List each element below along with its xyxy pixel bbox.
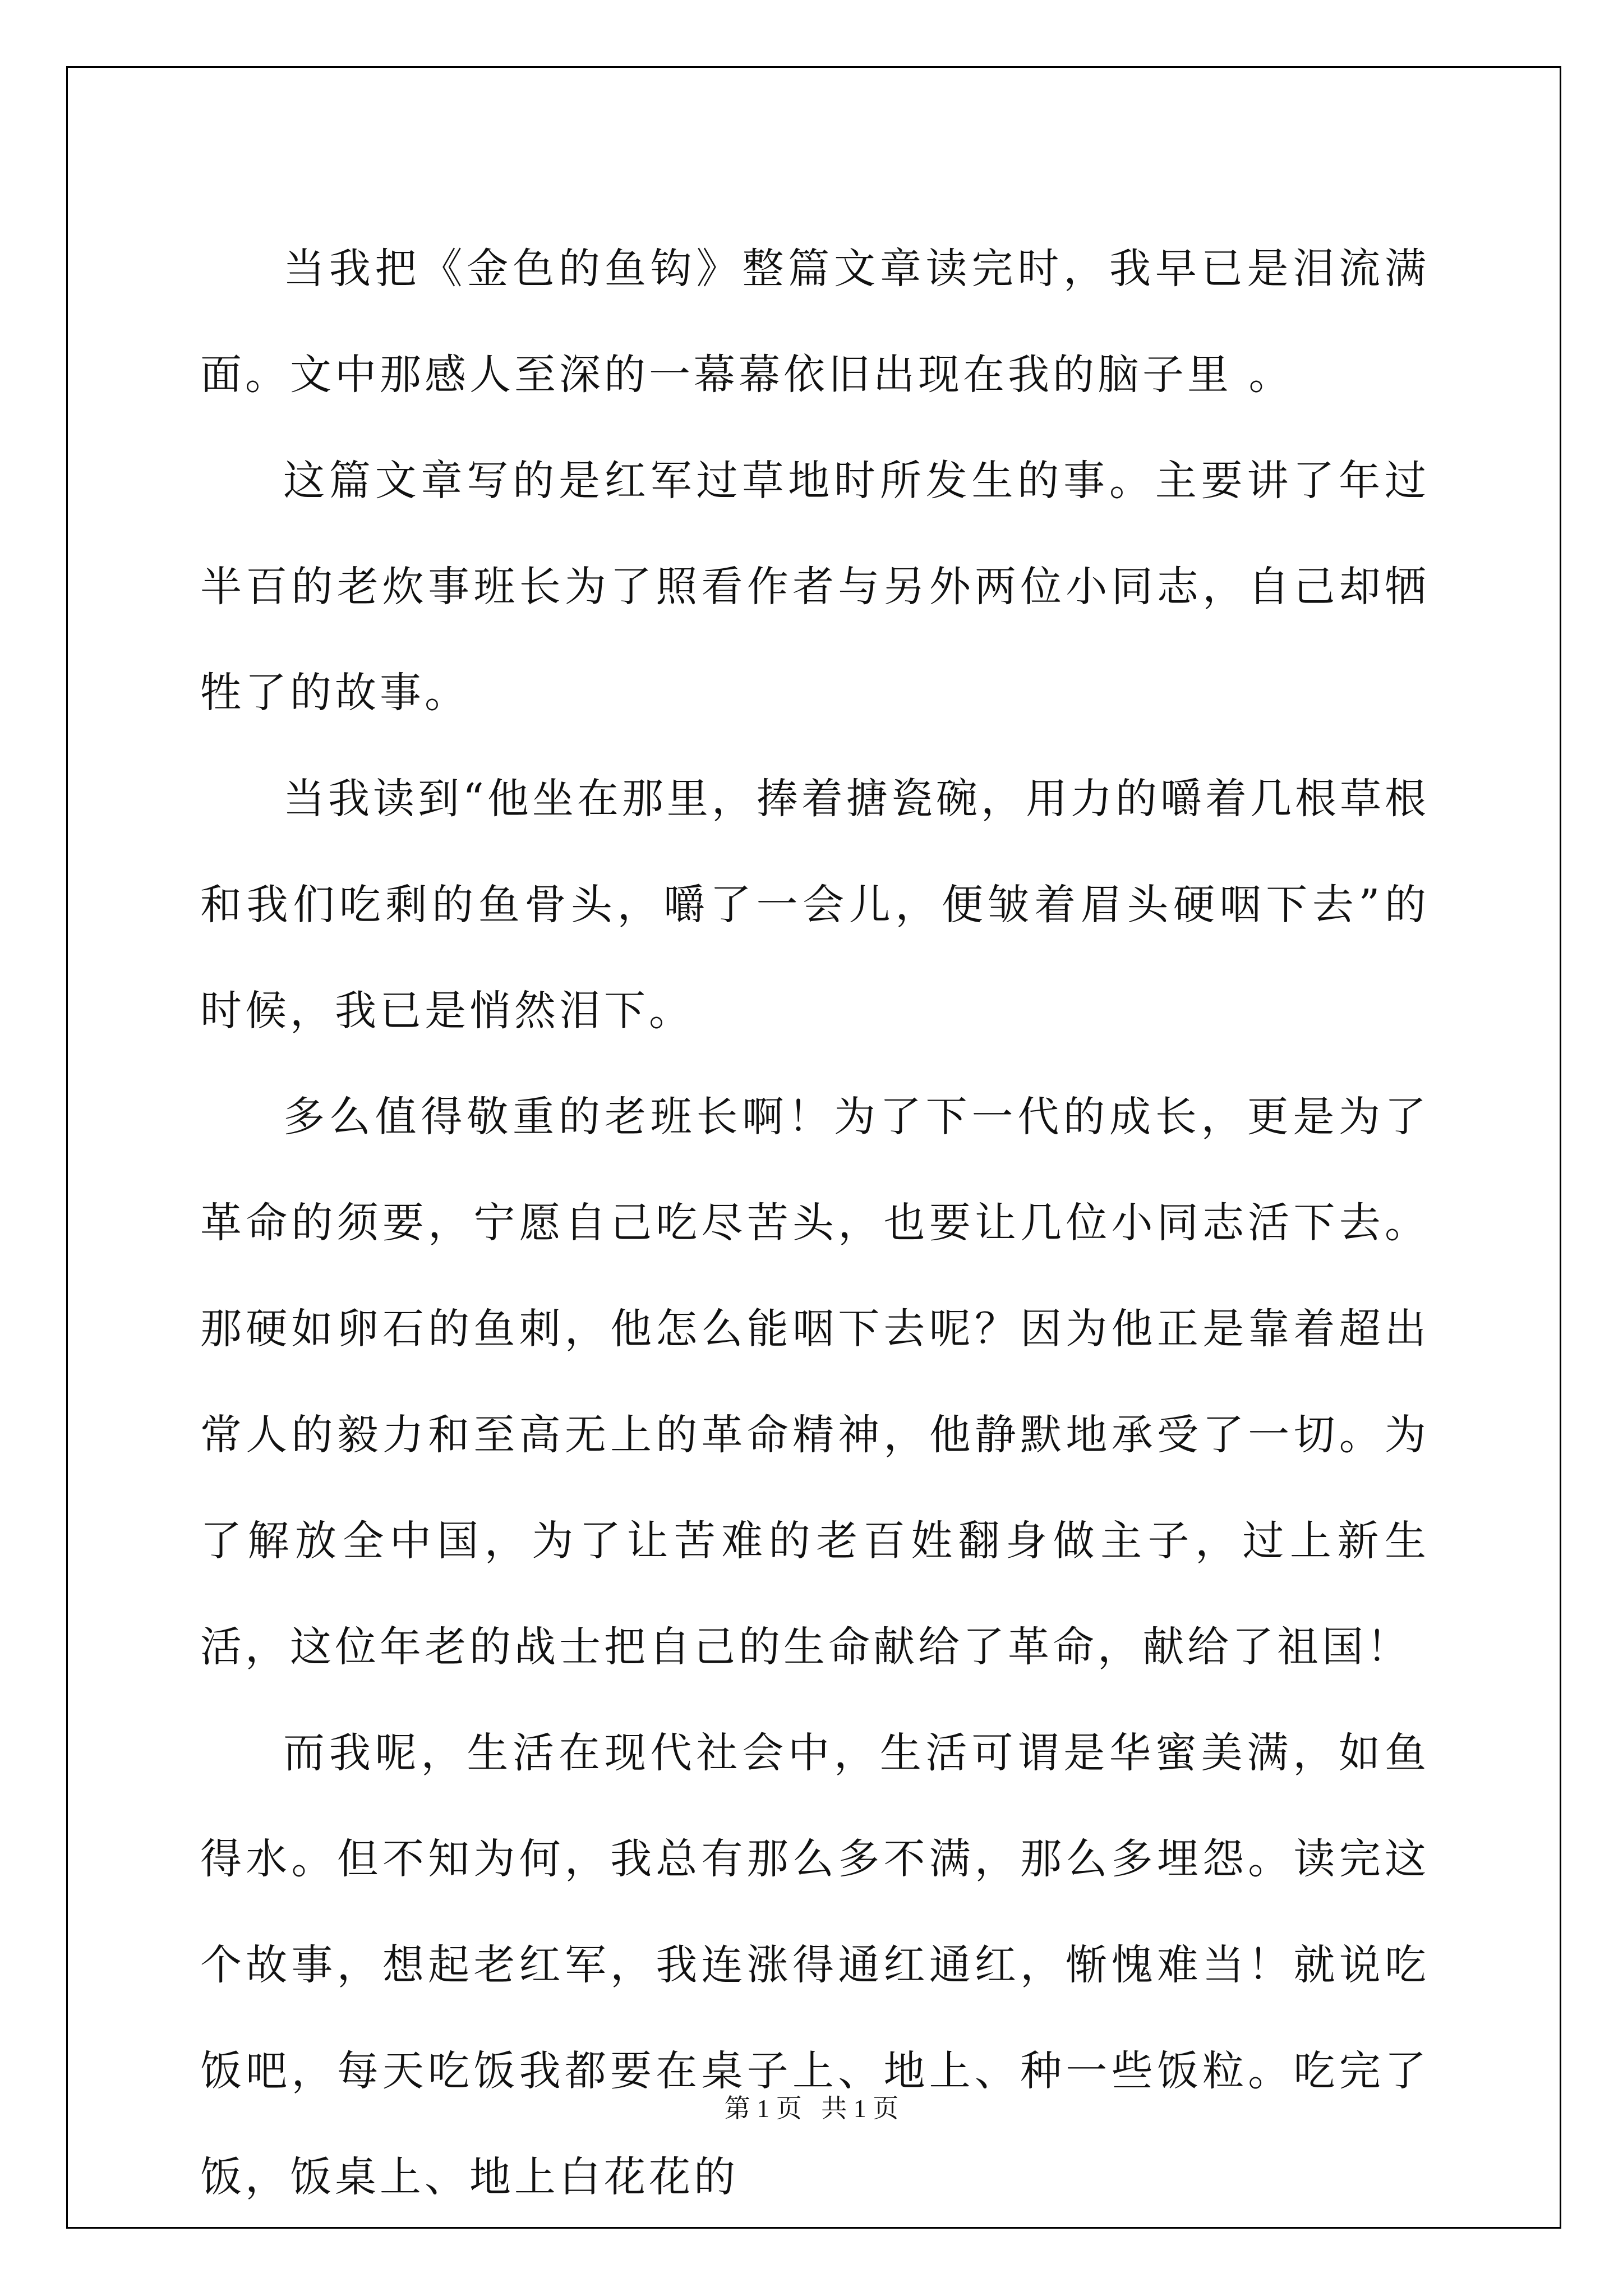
paragraph: 多么值得敬重的老班长啊！为了下一代的成长，更是为了革命的须要，宁愿自己吃尽苦头，也要让几位小同志活下去。那硬如卵石的鱼刺，他怎么能咽下去呢？因为他正是靠着超出常人的毅力和至高无上的革命精神，他静默地承受了一切。为了解放全中国，为了让苦难的老百姓翻身做主子，过上新生活，这位年老的战士把自己的生命献给了革命，献给了祖国！ xyxy=(200,1093,1430,1671)
paragraph: 而我呢，生活在现代社会中，生活可谓是华蜜美满，如鱼得水。但不知为何，我总有那么多不满，那么多埋怨。读完这个故事，想起老红军，我连涨得通红通红，惭愧难当！就说吃饭吧，每天吃饭我都要在桌子上、地上、种一些饭粒。吃完了饭，饭桌上、地上白花花的 xyxy=(200,1729,1430,2201)
paragraph: 当我读到“他坐在那里，捧着搪瓷碗，用力的嚼着几根草根和我们吃剩的鱼骨头，嚼了一会儿，便皱着眉头硬咽下去”的时候，我已是悄然泪下。 xyxy=(200,775,1430,1035)
paragraph: 当我把《金色的鱼钩》整篇文章读完时，我早已是泪流满面。文中那感人至深的一幕幕依旧出现在我的脑子里 。 xyxy=(200,245,1430,399)
page-footer: 第 1 页 共 1 页 xyxy=(724,2094,899,2123)
document-body xyxy=(200,216,1430,2230)
paragraph: 这篇文章写的是红军过草地时所发生的事。主要讲了年过半百的老炊事班长为了照看作者与另外两位小同志，自己却牺牲了的故事。 xyxy=(200,457,1430,717)
